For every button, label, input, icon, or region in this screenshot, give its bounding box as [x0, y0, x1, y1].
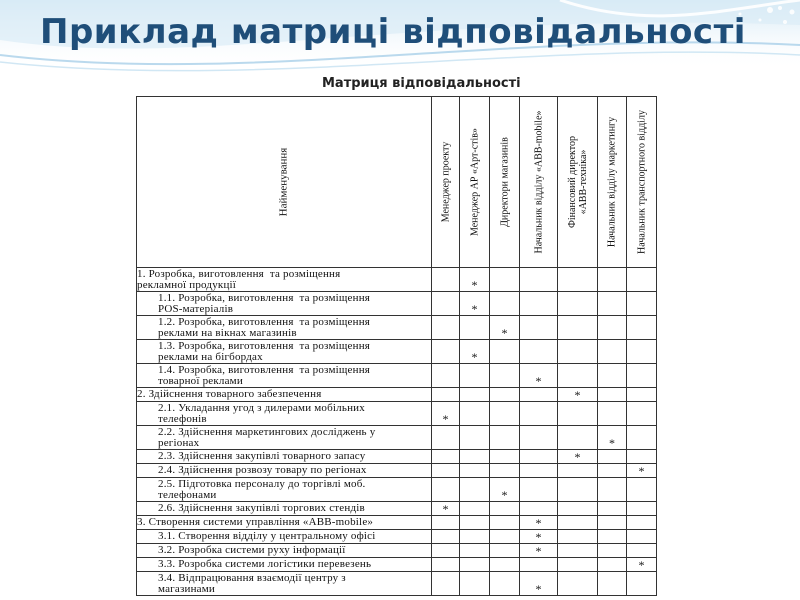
matrix-cell [432, 364, 460, 388]
responsibility-mark: * [627, 558, 657, 572]
matrix-cell [520, 388, 558, 402]
matrix-cell [558, 316, 598, 340]
matrix-cell [460, 530, 490, 544]
matrix-cell [558, 558, 598, 572]
matrix-cell [460, 572, 490, 596]
table-row [137, 464, 657, 478]
responsibility-mark: * [490, 316, 520, 340]
matrix-cell [627, 402, 657, 426]
matrix-cell [490, 464, 520, 478]
matrix-cell [432, 572, 460, 596]
role-header: Фінансовий директор «АВВ-техніка» [558, 97, 598, 268]
matrix-cell [490, 292, 520, 316]
matrix-cell [598, 268, 627, 292]
responsibility-mark: * [520, 364, 558, 388]
matrix-cell [490, 544, 520, 558]
responsibility-mark: * [460, 292, 490, 316]
table-row [137, 426, 657, 450]
responsibility-matrix [136, 96, 657, 596]
table-row [137, 572, 657, 596]
table-row [137, 544, 657, 558]
matrix-cell [627, 426, 657, 450]
task-label: 2.4. Здійснення розвозу товару по регіонах [137, 464, 432, 478]
responsibility-mark: * [520, 530, 558, 544]
matrix-cell [627, 502, 657, 516]
matrix-cell [460, 388, 490, 402]
responsibility-mark: * [432, 502, 460, 516]
matrix-cell [490, 450, 520, 464]
matrix-cell [490, 558, 520, 572]
task-label: 3.2. Розробка системи руху інформації [137, 544, 432, 558]
task-label: 1. Розробка, виготовлення та розміщення рекламної продукції [137, 268, 432, 292]
matrix-cell [558, 544, 598, 558]
task-label: 1.3. Розробка, виготовлення та розміщення реклами на бігбордах [137, 340, 432, 364]
matrix-cell [558, 292, 598, 316]
task-label: 1.1. Розробка, виготовлення та розміщення POS-матеріалів [137, 292, 432, 316]
table-row [137, 516, 657, 530]
responsibility-mark: * [460, 268, 490, 292]
task-label: 2.1. Укладання угод з дилерами мобільних телефонів [137, 402, 432, 426]
matrix-cell [520, 464, 558, 478]
table-row [137, 268, 657, 292]
task-label: 3.4. Відпрацювання взаємодії центру з магазинами [137, 572, 432, 596]
matrix-cell [490, 402, 520, 426]
matrix-cell [490, 572, 520, 596]
matrix-cell [627, 516, 657, 530]
table-row [137, 402, 657, 426]
matrix-cell [432, 464, 460, 478]
header-row [137, 97, 657, 268]
role-header: Директори магазинів [490, 97, 520, 268]
matrix-cell [627, 530, 657, 544]
matrix-cell [558, 530, 598, 544]
matrix-cell [460, 558, 490, 572]
matrix-cell [598, 558, 627, 572]
matrix-cell [460, 364, 490, 388]
matrix-cell [490, 268, 520, 292]
task-label: 2.3. Здійснення закупівлі товарного запасу [137, 450, 432, 464]
responsibility-mark: * [558, 450, 598, 464]
table-row [137, 478, 657, 502]
matrix-cell [627, 316, 657, 340]
table-row [137, 292, 657, 316]
responsibility-mark: * [432, 402, 460, 426]
responsibility-mark: * [627, 464, 657, 478]
matrix-cell [598, 450, 627, 464]
matrix-cell [627, 268, 657, 292]
matrix-cell [520, 316, 558, 340]
matrix-cell [490, 502, 520, 516]
document-title: Матриця відповідальності [322, 76, 521, 91]
matrix-cell [520, 292, 558, 316]
task-label: 3.3. Розробка системи логістики перевезень [137, 558, 432, 572]
matrix-cell [558, 402, 598, 426]
matrix-cell [627, 450, 657, 464]
slide-title: Приклад матриці відповідальності [40, 12, 746, 52]
matrix-cell [432, 268, 460, 292]
matrix-cell [460, 544, 490, 558]
responsibility-mark: * [490, 478, 520, 502]
responsibility-mark: * [460, 340, 490, 364]
matrix-cell [520, 340, 558, 364]
matrix-cell [558, 516, 598, 530]
matrix-cell [627, 478, 657, 502]
matrix-cell [520, 450, 558, 464]
matrix-cell [598, 364, 627, 388]
task-label: 2.5. Підготовка персоналу до торгівлі моб. телефонами [137, 478, 432, 502]
task-label: 2. Здійснення товарного забезпечення [137, 388, 432, 402]
task-label: 1.4. Розробка, виготовлення та розміщення товарної реклами [137, 364, 432, 388]
table-row [137, 388, 657, 402]
role-header: Начальник відділу «АВВ-mobile» [520, 97, 558, 268]
role-header: Менеджер проекту [432, 97, 460, 268]
matrix-cell [490, 340, 520, 364]
table-row [137, 316, 657, 340]
table-row [137, 530, 657, 544]
table-row [137, 502, 657, 516]
role-header: Менеджер АР «Арт-стів» [460, 97, 490, 268]
matrix-cell [490, 364, 520, 388]
matrix-cell [460, 450, 490, 464]
matrix-cell [432, 516, 460, 530]
matrix-cell [598, 530, 627, 544]
matrix-cell [460, 316, 490, 340]
table-row [137, 558, 657, 572]
matrix-cell [558, 268, 598, 292]
matrix-cell [432, 530, 460, 544]
matrix-cell [598, 388, 627, 402]
matrix-cell [490, 516, 520, 530]
matrix-cell [490, 530, 520, 544]
matrix-cell [558, 426, 598, 450]
matrix-cell [460, 478, 490, 502]
task-label: 3.1. Створення відділу у центральному офісі [137, 530, 432, 544]
responsibility-mark: * [558, 388, 598, 402]
matrix-cell [598, 464, 627, 478]
matrix-cell [627, 388, 657, 402]
task-label: 1.2. Розробка, виготовлення та розміщення реклами на вікнах магазинів [137, 316, 432, 340]
responsibility-mark: * [520, 544, 558, 558]
name-column-header: Найменування [137, 97, 432, 268]
matrix-cell [558, 502, 598, 516]
responsibility-mark: * [520, 516, 558, 530]
matrix-cell [520, 502, 558, 516]
matrix-cell [490, 426, 520, 450]
matrix-cell [558, 364, 598, 388]
matrix-cell [460, 502, 490, 516]
responsibility-mark: * [520, 572, 558, 596]
role-header: Начальник транспортного відділу [627, 97, 657, 268]
table-row [137, 364, 657, 388]
matrix-cell [558, 340, 598, 364]
matrix-cell [520, 478, 558, 502]
matrix-cell [432, 316, 460, 340]
matrix-cell [598, 316, 627, 340]
matrix-cell [598, 340, 627, 364]
matrix-cell [598, 502, 627, 516]
matrix-cell [432, 292, 460, 316]
matrix-cell [520, 426, 558, 450]
matrix-cell [598, 478, 627, 502]
responsibility-mark: * [598, 426, 627, 450]
matrix-cell [627, 292, 657, 316]
matrix-cell [558, 478, 598, 502]
matrix-cell [598, 544, 627, 558]
matrix-cell [558, 572, 598, 596]
matrix-cell [598, 292, 627, 316]
table-row [137, 340, 657, 364]
matrix-cell [432, 426, 460, 450]
role-header: Начальник відділу маркетингу [598, 97, 627, 268]
task-label: 3. Створення системи управління «АВВ-mobile» [137, 516, 432, 530]
matrix-cell [627, 572, 657, 596]
matrix-cell [558, 464, 598, 478]
table-row [137, 450, 657, 464]
matrix-cell [432, 450, 460, 464]
matrix-cell [520, 268, 558, 292]
matrix-cell [598, 516, 627, 530]
matrix-cell [432, 340, 460, 364]
task-label: 2.2. Здійснення маркетингових досліджень у регіонах [137, 426, 432, 450]
matrix-cell [627, 340, 657, 364]
matrix-cell [432, 558, 460, 572]
matrix-cell [598, 572, 627, 596]
matrix-cell [490, 388, 520, 402]
matrix-cell [460, 516, 490, 530]
matrix-cell [520, 402, 558, 426]
matrix-cell [627, 364, 657, 388]
matrix-cell [520, 558, 558, 572]
matrix-cell [460, 464, 490, 478]
matrix-cell [432, 544, 460, 558]
matrix-cell [460, 402, 490, 426]
matrix-cell [627, 544, 657, 558]
matrix-body [137, 268, 657, 596]
matrix-cell [598, 402, 627, 426]
task-label: 2.6. Здійснення закупівлі торгових стендів [137, 502, 432, 516]
matrix-cell [460, 426, 490, 450]
matrix-cell [432, 478, 460, 502]
matrix-cell [432, 388, 460, 402]
